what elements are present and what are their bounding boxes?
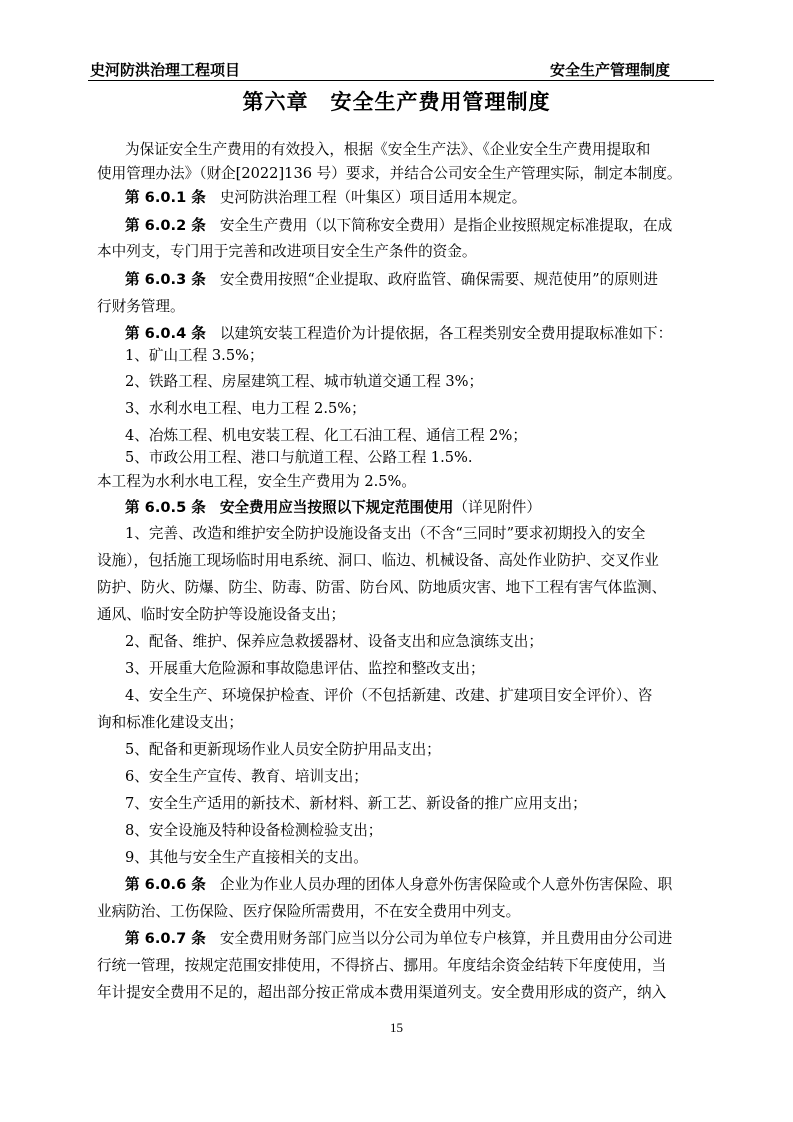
list-item: 1、完善、改造和维护安全防护设施设备支出（不含“三同时”要求初期投入的安全 [125, 525, 646, 542]
project-name: 史河防洪治理工程项目 [90, 61, 241, 79]
list-item-cont: 防护、防火、防爆、防尘、防毒、防雷、防台风、防地质灾害、地下工程有害气体监测、 [97, 579, 667, 596]
page-header [88, 58, 714, 81]
list-item: 2、配备、维护、保养应急救援器材、设备支出和应急演练支出； [125, 633, 543, 650]
article-text: 安全费用按照“企业提取、政府监管、确保需要、规范使用”的原则进 [219, 271, 658, 288]
article-6-0-4 [125, 324, 672, 344]
list-item: 3、开展重大危险源和事故隐患评估、监控和整改支出； [125, 660, 485, 677]
article-number: 第 6.0.5 条 [125, 499, 206, 516]
article-text-cont: 行统一管理，按规定范围安排使用，不得挤占、挪用。年度结余资金结转下年度使用，当 [97, 957, 667, 974]
list-item: 9、其他与安全生产直接相关的支出。 [125, 849, 368, 866]
list-item: 7、安全生产适用的新技术、新材料、新工艺、新设备的推广应用支出； [125, 795, 587, 812]
article-text-cont: 年计提安全费用不足的，超出部分按正常成本费用渠道列支。安全费用形成的资产，纳入 [97, 984, 667, 1001]
article-text-cont: 本中列支，专门用于完善和改进项目安全生产条件的资金。 [97, 243, 477, 260]
list-item: 1、矿山工程 3.5%； [125, 347, 264, 364]
article-text: 史河防洪治理工程（叶集区）项目适用本规定。 [219, 189, 527, 206]
article-text: 以建筑安装工程造价为计提依据，各工程类别安全费用提取标准如下： [219, 325, 673, 342]
article-6-0-2 [125, 216, 672, 236]
article-6-0-7 [125, 929, 672, 949]
article-6-0-5 [125, 498, 541, 518]
article-text-cont: 行财务管理。 [97, 298, 185, 315]
article-number: 第 6.0.2 条 [125, 217, 206, 234]
chapter-number: 第六章 [242, 90, 309, 114]
chapter-title [0, 86, 793, 116]
article-6-0-6 [125, 875, 672, 895]
article-text-cont: 业病防治、工伤保险、医疗保险所需费用，不在安全费用中列支。 [97, 903, 521, 920]
list-item: 8、安全设施及特种设备检测检验支出； [125, 822, 383, 839]
article-number: 第 6.0.4 条 [125, 325, 206, 342]
article-6-0-1 [125, 188, 526, 208]
list-item: 3、水利水电工程、电力工程 2.5%； [125, 400, 366, 417]
intro-line: 使用管理办法》（财企[2022]136 号）要求，并结合公司安全生产管理实际，制定本制度。 [97, 165, 682, 182]
article-text: （详见附件） [453, 499, 541, 516]
article-text: 安全费用财务部门应当以分公司为单位专户核算，并且费用由分公司进 [219, 930, 673, 947]
chapter-name: 安全生产费用管理制度 [330, 90, 551, 114]
article-6-0-3 [125, 270, 658, 290]
article-number: 第 6.0.7 条 [125, 930, 206, 947]
article-text: 安全生产费用（以下简称安全费用）是指企业按照规定标准提取，在成 [219, 217, 673, 234]
list-item-cont: 通风、临时安全防护等设施设备支出； [97, 606, 346, 623]
article-note: 本工程为水利水电工程，安全生产费用为 2.5%。 [97, 473, 416, 490]
list-item: 5、市政公用工程、港口与航道工程、公路工程 1.5%. [125, 449, 473, 466]
list-item: 6、安全生产宣传、教育、培训支出； [125, 768, 368, 785]
list-item-cont: 设施），包括施工现场临时用电系统、洞口、临边、机械设备、高处作业防护、交叉作业 [97, 552, 659, 569]
page-number: 15 [390, 1020, 403, 1035]
list-item-cont: 询和标准化建设支出； [97, 714, 243, 731]
list-item: 5、配备和更新现场作业人员安全防护用品支出； [125, 741, 441, 758]
article-number: 第 6.0.6 条 [125, 876, 206, 893]
list-item: 2、铁路工程、房屋建筑工程、城市轨道交通工程 3%； [125, 373, 484, 390]
list-item: 4、冶炼工程、机电安装工程、化工石油工程、通信工程 2%； [125, 427, 527, 444]
document-title: 安全生产管理制度 [549, 61, 670, 79]
article-bold-text: 安全费用应当按照以下规定范围使用 [219, 499, 454, 516]
intro-line: 为保证安全生产费用的有效投入，根据《安全生产法》、《企业安全生产费用提取和 [125, 141, 651, 158]
article-text: 企业为作业人员办理的团体人身意外伤害保险或个人意外伤害保险、职 [219, 876, 673, 893]
article-number: 第 6.0.1 条 [125, 189, 206, 206]
list-item: 4、安全生产、环境保护检查、评价（不包括新建、改建、扩建项目安全评价）、咨 [125, 687, 653, 704]
article-number: 第 6.0.3 条 [125, 271, 206, 288]
